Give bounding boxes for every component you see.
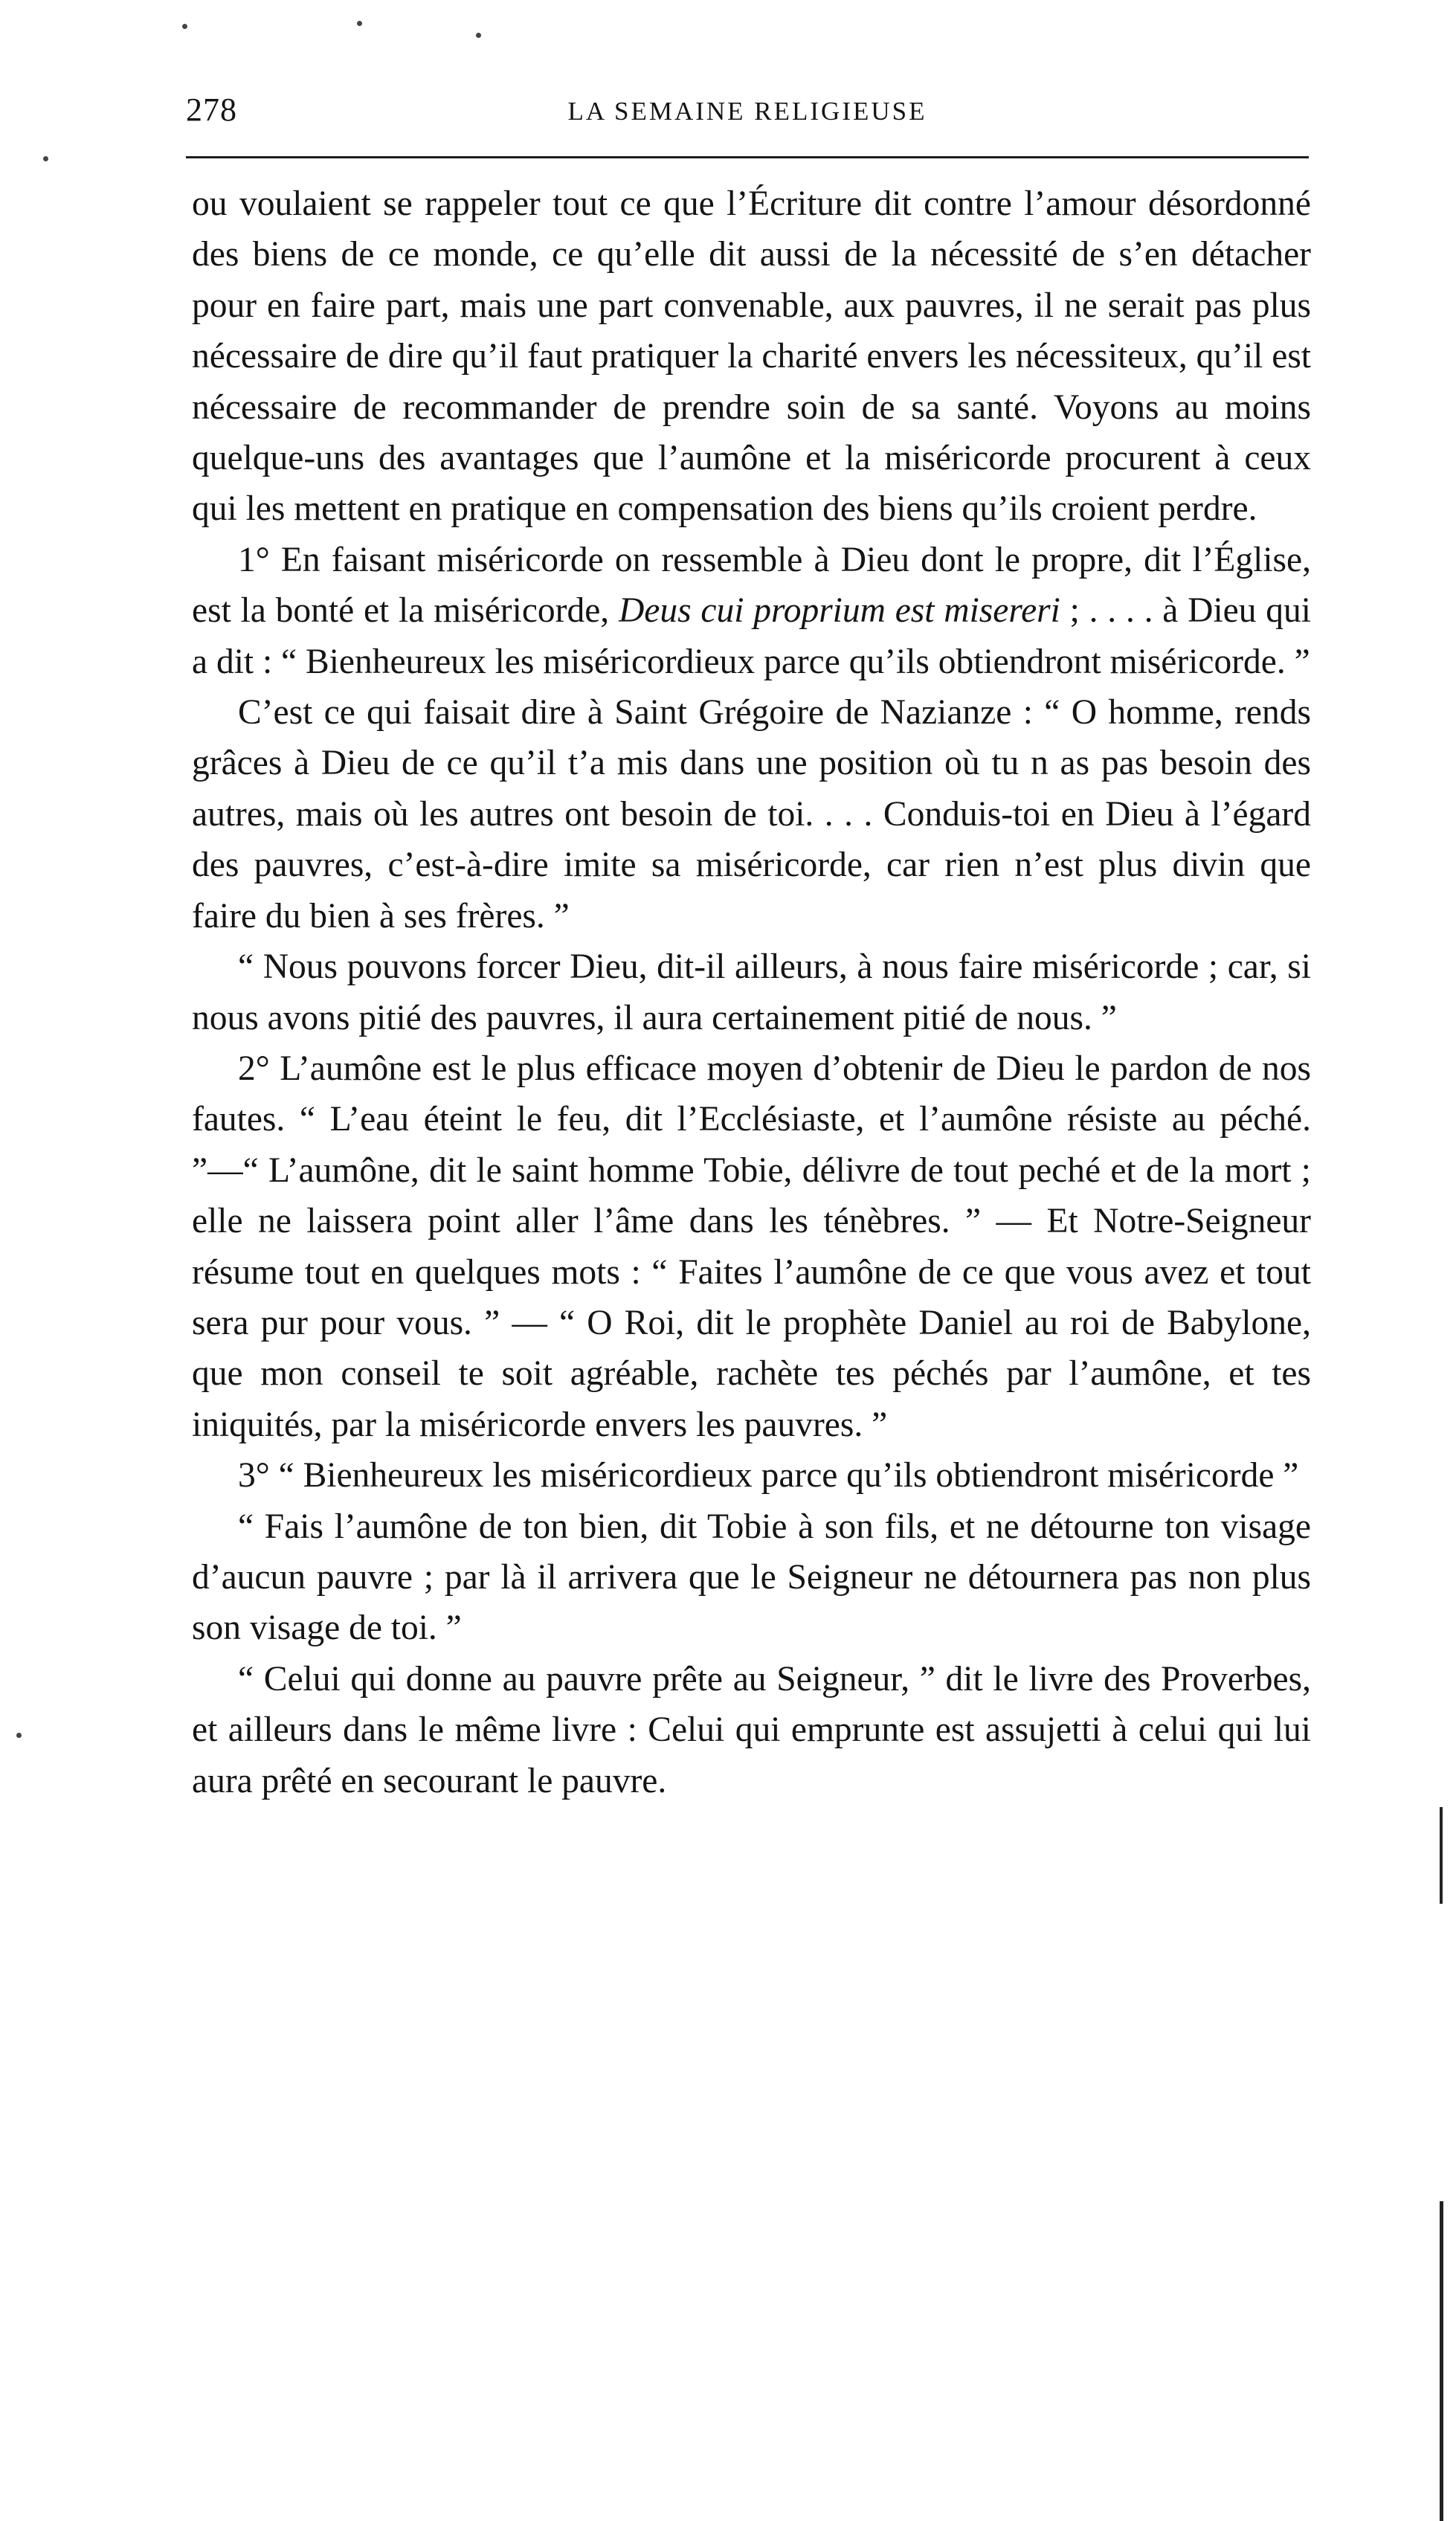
paragraph-1: ou voulaient se rappeler tout ce que l’Écriture dit contre l’amour désordonné des biens de ce monde, ce qu’elle dit aussi de la nécessité de s’en détacher pour en faire part, mais une part convenable, aux pauvres, il ne serait pas plus nécessaire de dire qu’il faut pratiquer la charité envers les nécessiteux, qu’il est nécessaire de recommander de prendre soin de sa santé. Voyons au moins quelque-uns des avantages que l’aumône et la miséricorde procurent à ceux qui les mettent en pratique en compensation des biens qu’ils croient perdre. — [192, 184, 1311, 529]
paragraph-6: 3° “ Bienheureux les miséricordieux parce qu’ils obtiendront miséricorde ” — [238, 1456, 1299, 1495]
scan-speck — [43, 156, 48, 161]
margin-ink-mark — [1440, 2201, 1443, 2521]
paragraph-2-text-after: ; . . . . à Dieu qui a dit : “ Bienheureux les miséricordieux parce qu’ils obtiendront miséricorde. ” — [192, 591, 1311, 681]
paragraph-2-text-before: 1° En faisant miséricorde on ressemble à Dieu dont le propre, dit l’Église, est la bonté et la miséricorde, — [192, 540, 1311, 631]
paragraph-4: “ Nous pouvons forcer Dieu, dit-il ailleurs, à nous faire miséricorde ; car, si nous avons pitié des pauvres, il aura certainement pitié de nous. ” — [192, 947, 1311, 1037]
page-header — [186, 88, 1309, 140]
paragraph-8: “ Celui qui donne au pauvre prête au Seigneur, ” dit le livre des Proverbes, et ailleurs dans le même livre : Celui qui emprunte est assujetti à celui qui lui aura prêté en secourant le pauvre. — [192, 1659, 1311, 1800]
running-title: LA SEMAINE RELIGIEUSE — [567, 97, 927, 126]
paragraph-3: C’est ce qui faisait dire à Saint Grégoire de Nazianze : “ O homme, rends grâces à Dieu de ce qu’il t’a mis dans une position où tu n as pas besoin des autres, mais où les autres ont besoin de toi. . . . Conduis-toi en Dieu à l’égard des pauvres, c’est-à-dire imite sa miséricorde, car rien n’est plus divin que faire du bien à ses frères. ” — [192, 693, 1311, 936]
margin-ink-mark — [1440, 1807, 1443, 1904]
page-number: 278 — [186, 91, 237, 128]
scan-speck — [476, 33, 481, 38]
paragraph-5: 2° L’aumône est le plus efficace moyen d’obtenir de Dieu le pardon de nos fautes. “ L’eau éteint le feu, dit l’Ecclésiaste, et l’aumône résiste au péché. ”—“ L’aumône, dit le saint homme Tobie, délivre de tout peché et de la mort ; elle ne laissera point aller l’âme dans les ténèbres. ” — Et Notre-Seigneur résume tout en quelques mots : “ Faites l’aumône de ce que vous avez et tout sera pur pour vous. ” — “ O Roi, dit le prophète Daniel au roi de Babylone, que mon conseil te soit agréable, rachète tes péchés par l’aumône, et tes iniquités, par la miséricorde envers les pauvres. ” — [192, 1049, 1311, 1444]
body-text — [192, 178, 1311, 1806]
paragraph-2 — [192, 535, 1311, 687]
paragraph-7: “ Fais l’aumône de ton bien, dit Tobie à son fils, et ne détourne ton visage d’aucun pauvre ; par là il arrivera que le Seigneur ne détournera pas non plus son visage de toi. ” — [192, 1507, 1311, 1648]
scan-speck — [182, 24, 187, 29]
header-rule — [186, 156, 1309, 158]
latin-quote: Deus cui proprium est misereri — [618, 591, 1060, 631]
scan-speck — [357, 21, 362, 26]
scan-speck — [16, 1733, 22, 1738]
